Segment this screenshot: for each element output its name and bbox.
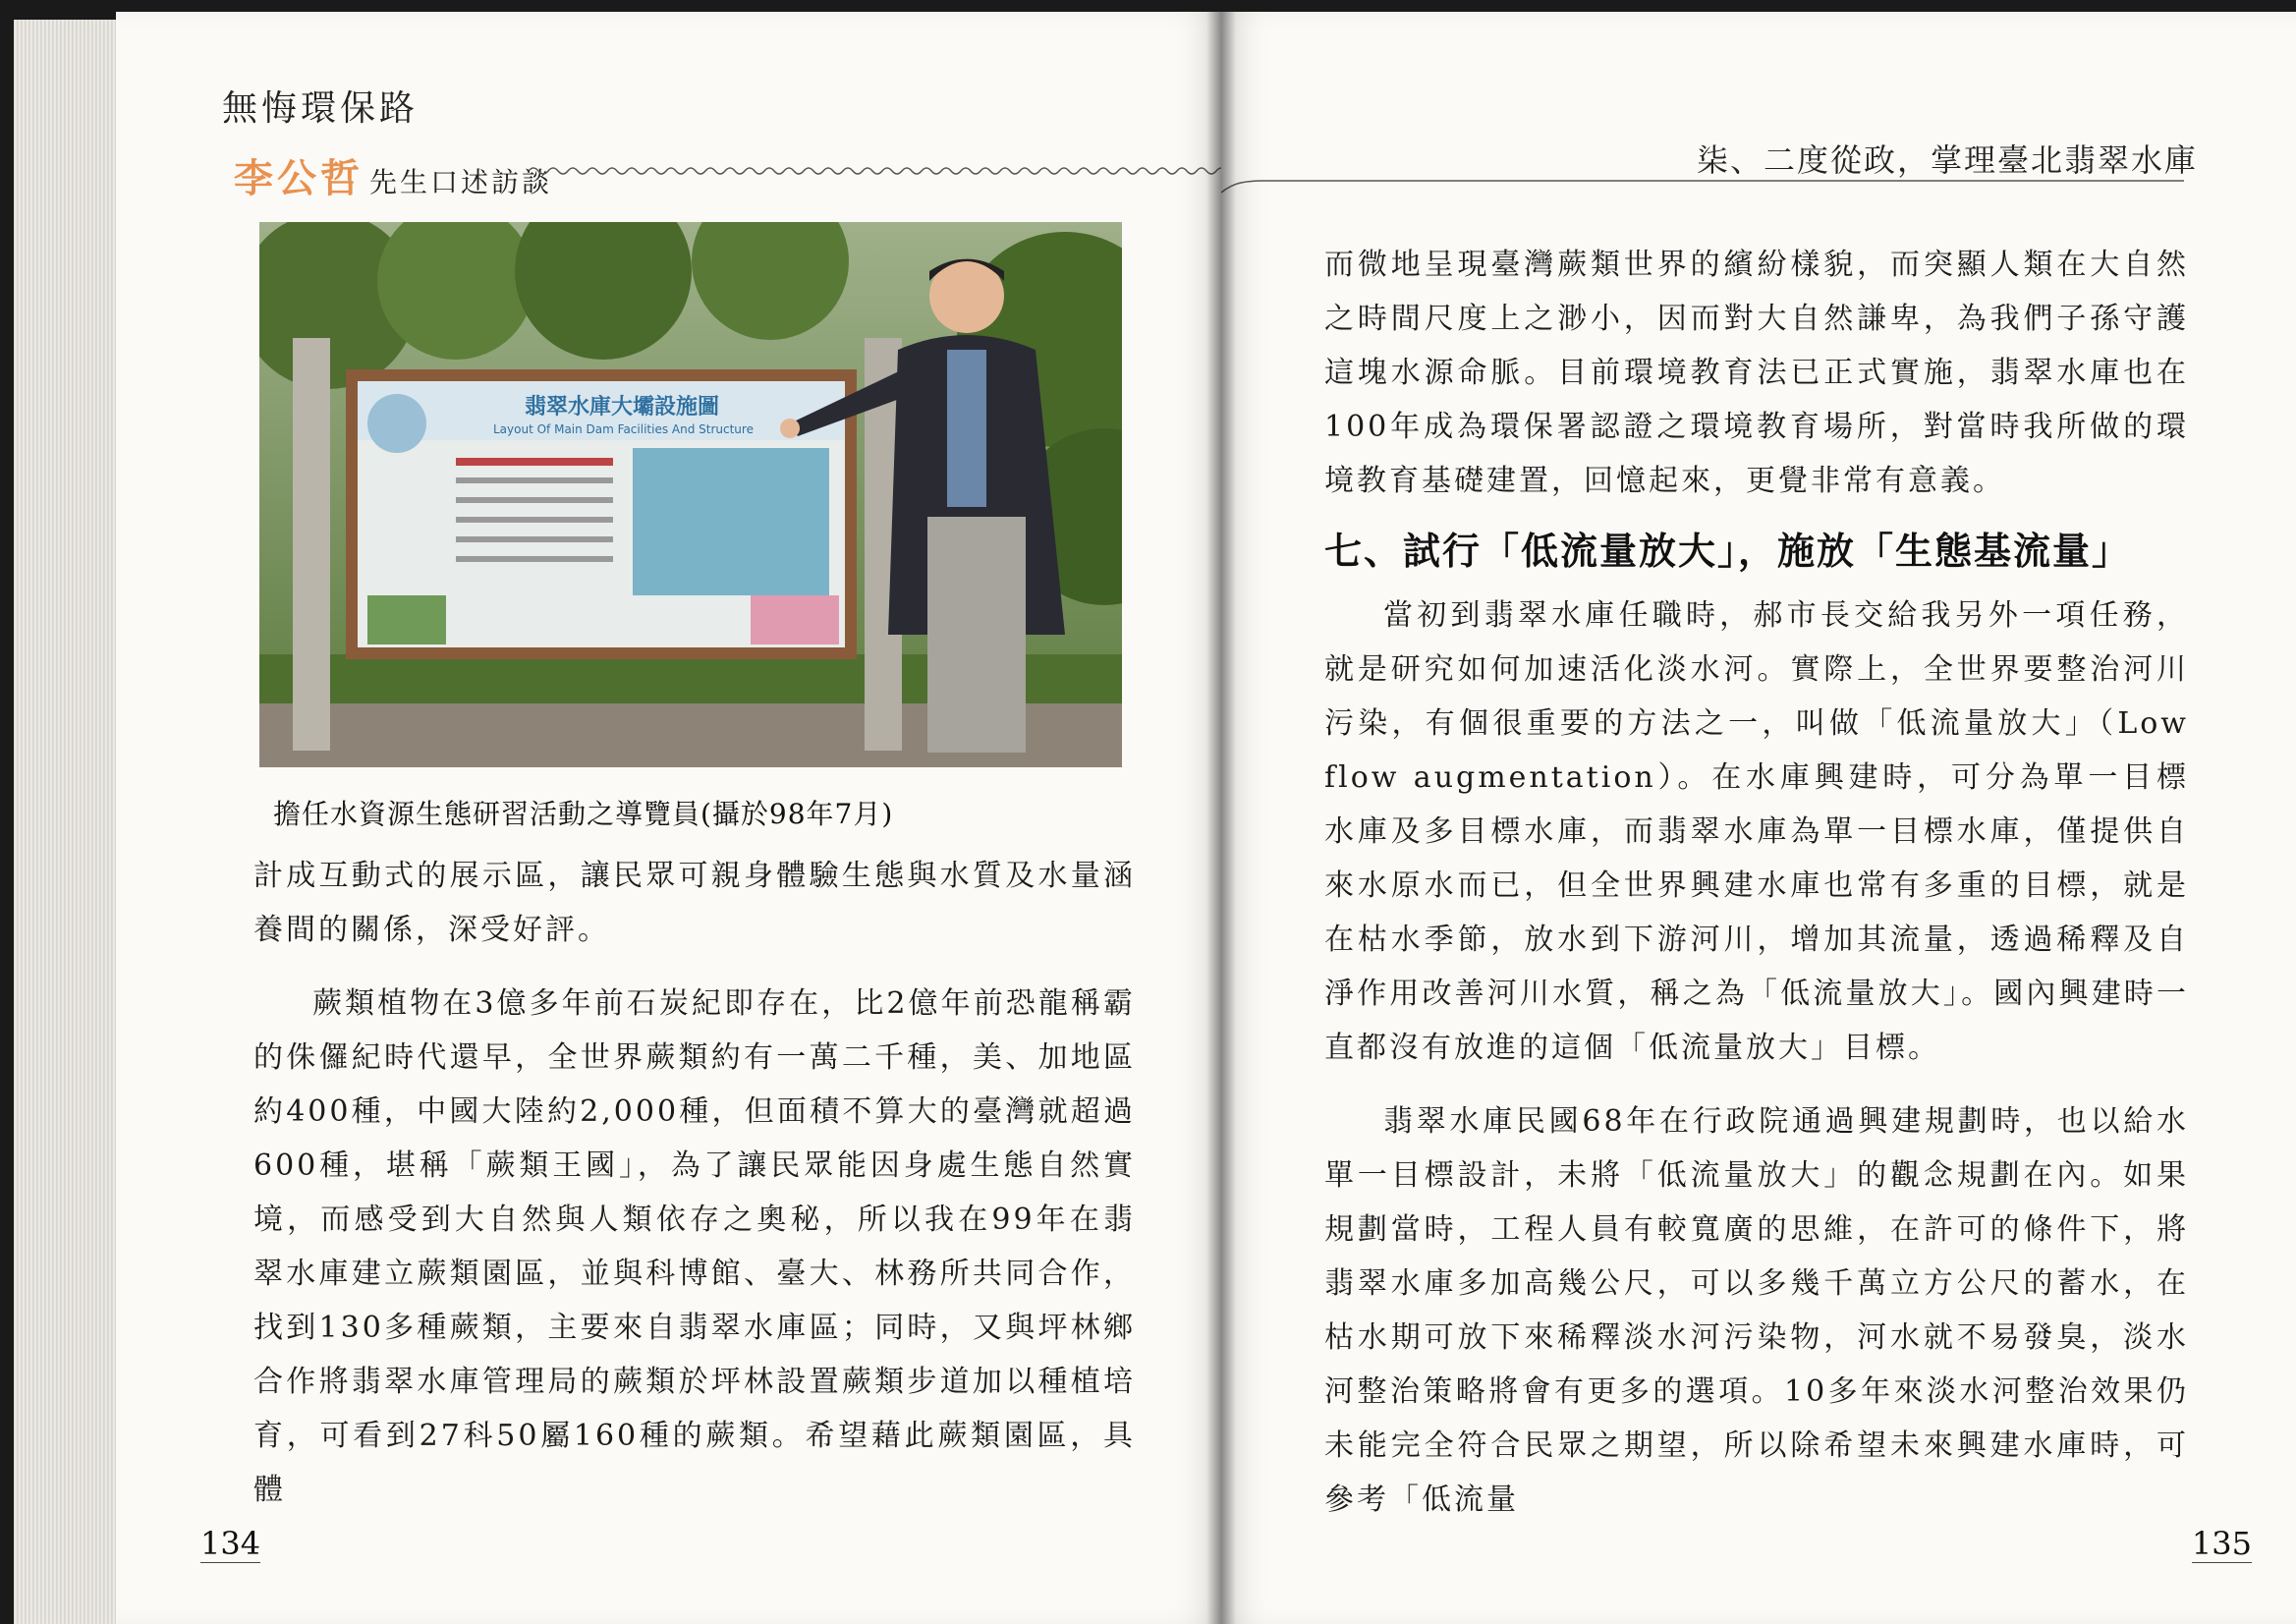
sign-subtitle: Layout Of Main Dam Facilities And Structure	[493, 422, 754, 436]
header-wave-divider-right	[1221, 169, 2194, 198]
page-edges	[14, 20, 117, 1624]
photo-guide-at-dam-sign	[259, 222, 1122, 767]
right-page	[1221, 12, 2296, 1624]
series-title: 無悔環保路	[222, 88, 420, 129]
author-subtitle: 先生口述訪談	[369, 166, 553, 198]
author-name: 李公哲	[234, 155, 364, 201]
left-paragraph-2: 蕨類植物在3億多年前石炭紀即存在，比2億年前恐龍稱霸的侏儸紀時代還早，全世界蕨類約有一萬二千種，美、加地區約400種，中國大陸約2,000種，但面積不算大的臺灣就超過600種，堪稱「蕨類王國」，為了讓民眾能因身處生態自然實境，而感受到大自然與人類依存之奧秘，所以我在99年在翡翠水庫建立蕨類園區，並與科博館、臺大、林務所共同合作，找到130多種蕨類，主要來自翡翠水庫區；同時，又與坪林鄉合作將翡翠水庫管理局的蕨類於坪林設置蕨類步道加以種植培育，可看到27科50屬160種的蕨類。希望藉此蕨類園區，具體	[253, 986, 1136, 1507]
chapter-title: 柒、二度從政，掌理臺北翡翠水庫	[1696, 141, 2198, 179]
left-body-text	[253, 849, 1136, 1517]
book-gutter	[1206, 12, 1236, 1624]
sign-title: 翡翠水庫大壩設施圖	[525, 395, 720, 420]
left-paragraph-1: 計成互動式的展示區，讓民眾可親身體驗生態與水質及水量涵養間的關係，深受好評。	[253, 859, 1136, 947]
right-paragraph-1: 當初到翡翠水庫任職時，郝市長交給我另外一項任務，就是研究如何加速活化淡水河。實際上，全世界要整治河川污染，有個很重要的方法之一，叫做「低流量放大」（Low flow augmentation）。在水庫興建時，可分為單一目標水庫及多目標水庫，而翡翠水庫為單一目標水庫，僅提供自來水原水而已，但全世界興建水庫也常有多重的目標，就是在枯水季節，放水到下游河川，增加其流量，透過稀釋及自淨作用改善河川水質，稱之為「低流量放大」。國內興建時一直都沒有放進的這個「低流量放大」目標。	[1324, 598, 2189, 1065]
page-number-right: 135	[2191, 1525, 2252, 1562]
section-heading: 七、試行「低流量放大」，施放「生態基流量」	[1324, 529, 2132, 573]
photo-illustration	[259, 222, 1122, 767]
left-page	[116, 12, 1221, 1624]
author-line	[234, 147, 552, 203]
right-body-text	[1324, 238, 2189, 1527]
photo-caption: 擔任水資源生態研習活動之導覽員(攝於98年7月)	[273, 798, 894, 830]
page-number-left: 134	[200, 1525, 261, 1562]
right-paragraph-top: 而微地呈現臺灣蕨類世界的繽紛樣貌，而突顯人類在大自然之時間尺度上之渺小，因而對大自然謙卑，為我們子孫守護這塊水源命脈。目前環境教育法已正式實施，翡翠水庫也在100年成為環保署認證之環境教育場所，對當時我所做的環境教育基礎建置，回憶起來，更覺非常有意義。	[1324, 248, 2189, 498]
right-paragraph-2: 翡翠水庫民國68年在行政院通過興建規劃時，也以給水單一目標設計，未將「低流量放大」的觀念規劃在內。如果規劃當時，工程人員有較寬廣的思維，在許可的條件下，將翡翠水庫多加高幾公尺，可以多幾千萬立方公尺的蓄水，在枯水期可放下來稀釋淡水河污染物，河水就不易發臭，淡水河整治策略將會有更多的選項。10多年來淡水河整治效果仍未能完全符合民眾之期望，所以除希望未來興建水庫時，可參考「低流量	[1324, 1104, 2189, 1517]
